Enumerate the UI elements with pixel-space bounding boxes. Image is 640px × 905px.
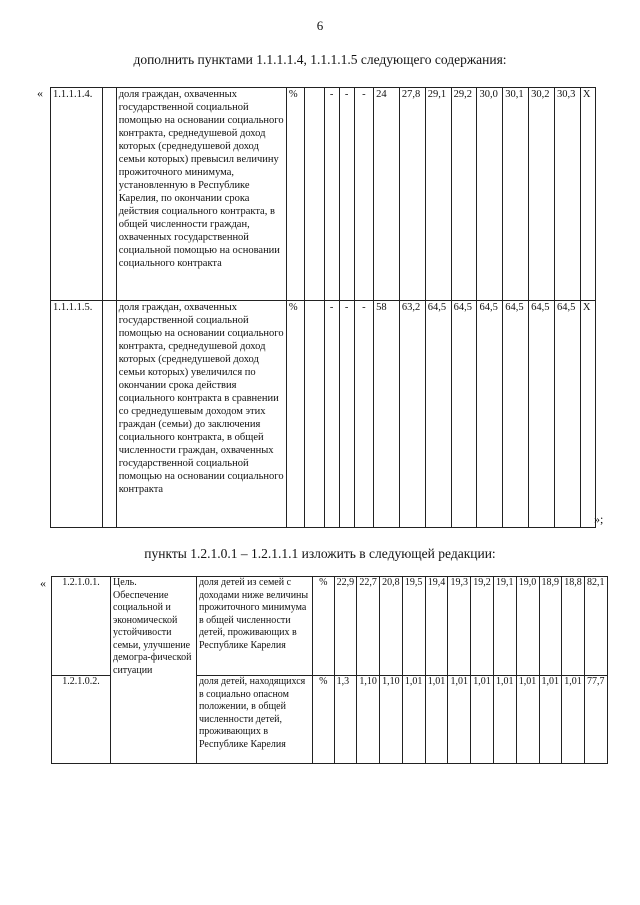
value-cell: 1,01: [402, 676, 425, 764]
value-cell: -: [324, 88, 339, 301]
amendment-heading-2: пункты 1.2.1.0.1 – 1.2.1.1.1 изложить в следующей редакции:: [144, 546, 496, 561]
row-code: 1.2.1.0.2.: [52, 676, 111, 764]
value-cell: 1,01: [539, 676, 562, 764]
empty-cell: [305, 301, 324, 528]
value-cell: 64,5: [503, 301, 529, 528]
value-cell: 1,01: [562, 676, 585, 764]
value-cell: 1,01: [471, 676, 494, 764]
value-cell: 19,4: [425, 577, 448, 676]
value-cell: 1,10: [380, 676, 403, 764]
indicator-text: доля детей, находящихся в социально опасном положении, в общей численности детей, проживающих в Республике Карелия: [196, 676, 312, 764]
close-mark-1: »;: [594, 512, 604, 526]
open-quote-2: «: [40, 576, 46, 590]
row-code: 1.2.1.0.1.: [52, 577, 111, 676]
value-cell: 30,2: [529, 88, 555, 301]
value-cell: 64,5: [477, 301, 503, 528]
indicator-text: доля граждан, охваченных государственной социальной помощью на основании социального контракта, среднедушевой доход которых (среднедушевой доход семьи которых) превысил величину прожиточного минимума, установленную в Республике Карелия, по окончании срока действия социального контракта, в общей численности граждан, охваченных государственной социальной помощью на основании социального контракта: [116, 88, 286, 301]
value-cell: 24: [374, 88, 400, 301]
value-cell: 29,2: [451, 88, 477, 301]
row-code: 1.1.1.1.4.: [51, 88, 103, 301]
value-cell: X: [580, 301, 595, 528]
empty-cell: [102, 301, 116, 528]
value-cell: 64,5: [554, 301, 580, 528]
value-cell: 29,1: [425, 88, 451, 301]
value-cell: 19,0: [516, 577, 539, 676]
amendment-heading-1: дополнить пунктами 1.1.1.1.4, 1.1.1.1.5 следующего содержания:: [133, 52, 507, 67]
open-quote-1: «: [37, 86, 43, 100]
value-cell: -: [339, 88, 354, 301]
unit-cell: %: [286, 301, 304, 528]
value-cell: 1,01: [493, 676, 516, 764]
value-cell: 27,8: [399, 88, 425, 301]
value-cell: 1,10: [357, 676, 380, 764]
value-cell: 20,8: [380, 577, 403, 676]
unit-cell: %: [286, 88, 304, 301]
value-cell: 82,1: [585, 577, 608, 676]
empty-cell: [305, 88, 324, 301]
indicator-text: доля детей из семей с доходами ниже величины прожиточного минимума в общей численности детей, проживающих в Республике Карелия: [196, 577, 312, 676]
indicator-text: доля граждан, охваченных государственной социальной помощью на основании социального контракта, среднедушевой доход которых (среднедушевой доход семьи которых) увеличился по окончании срока действия социального контракта в сравнении со среднедушевым доходом этих граждан (семьи) до заключения социального контракта, в общей численности граждан, охваченных государственной социальной помощью на основании социального контракта: [116, 301, 286, 528]
value-cell: X: [580, 88, 595, 301]
indicators-table-1: [50, 87, 596, 528]
value-cell: 18,9: [539, 577, 562, 676]
value-cell: 58: [374, 301, 400, 528]
value-cell: 30,0: [477, 88, 503, 301]
value-cell: -: [339, 301, 354, 528]
value-cell: 77,7: [585, 676, 608, 764]
value-cell: 19,2: [471, 577, 494, 676]
value-cell: 19,3: [448, 577, 471, 676]
unit-cell: %: [312, 676, 334, 764]
indicators-table-2: [51, 576, 608, 764]
goal-cell: Цель. Обеспечение социальной и экономической устойчивости семьи, улучшение демогра-фической ситуации: [111, 577, 197, 764]
value-cell: 19,1: [493, 577, 516, 676]
value-cell: 64,5: [425, 301, 451, 528]
table-row: [51, 88, 596, 301]
value-cell: -: [354, 88, 373, 301]
table-row: [51, 301, 596, 528]
table-row: [52, 577, 608, 676]
value-cell: 1,01: [516, 676, 539, 764]
value-cell: 18,8: [562, 577, 585, 676]
value-cell: 22,9: [334, 577, 357, 676]
unit-cell: %: [312, 577, 334, 676]
row-code: 1.1.1.1.5.: [51, 301, 103, 528]
value-cell: 64,5: [529, 301, 555, 528]
value-cell: 1,3: [334, 676, 357, 764]
value-cell: 30,1: [503, 88, 529, 301]
value-cell: -: [354, 301, 373, 528]
value-cell: 64,5: [451, 301, 477, 528]
value-cell: -: [324, 301, 339, 528]
value-cell: 30,3: [554, 88, 580, 301]
value-cell: 22,7: [357, 577, 380, 676]
value-cell: 19,5: [402, 577, 425, 676]
value-cell: 1,01: [448, 676, 471, 764]
empty-cell: [102, 88, 116, 301]
value-cell: 1,01: [425, 676, 448, 764]
page-number: 6: [316, 18, 324, 33]
value-cell: 63,2: [399, 301, 425, 528]
